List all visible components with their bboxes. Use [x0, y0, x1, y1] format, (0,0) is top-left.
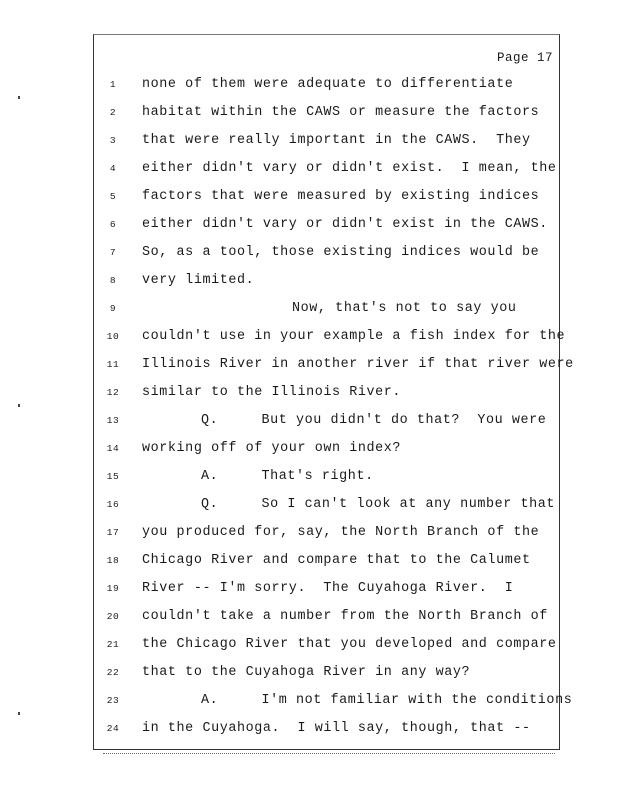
transcript-line [94, 407, 559, 435]
transcript-line [94, 239, 559, 267]
line-number: 15 [106, 471, 120, 482]
line-number: 22 [106, 667, 120, 678]
line-text: Now, that's not to say you [292, 301, 517, 316]
line-text: that were really important in the CAWS. They [142, 133, 531, 148]
transcript-line [94, 267, 559, 295]
line-number: 24 [106, 723, 120, 734]
binding-hole-mark-middle [18, 404, 20, 407]
line-number: 18 [106, 555, 120, 566]
transcript-line [94, 435, 559, 463]
transcript-line [94, 715, 559, 743]
line-text: couldn't take a number from the North Branch of [142, 609, 548, 624]
line-text: in the Cuyahoga. I will say, though, that -- [142, 721, 531, 736]
line-number: 1 [109, 79, 117, 90]
line-text: the Chicago River that you developed and compare [142, 637, 557, 652]
transcript-line [94, 491, 559, 519]
line-number: 3 [109, 135, 117, 146]
page-number: Page 17 [496, 51, 553, 65]
line-number: 11 [106, 359, 120, 370]
transcript-body [94, 71, 574, 743]
transcript-line [94, 351, 574, 379]
line-number: 12 [106, 387, 120, 398]
transcript-line [94, 603, 559, 631]
line-number: 6 [109, 219, 117, 230]
line-number: 2 [109, 107, 117, 118]
transcript-line [94, 547, 559, 575]
line-number: 19 [106, 583, 120, 594]
line-number: 13 [106, 415, 120, 426]
line-number: 20 [106, 611, 120, 622]
line-text: factors that were measured by existing indices [142, 189, 540, 204]
line-text: that to the Cuyahoga River in any way? [142, 665, 471, 680]
line-text: Q. So I can't look at any number that [201, 497, 556, 512]
transcript-line [94, 127, 559, 155]
line-text: you produced for, say, the North Branch of the [142, 525, 540, 540]
transcript-line [94, 463, 559, 491]
transcript-line [94, 575, 559, 603]
line-text: couldn't use in your example a fish index for the [142, 329, 566, 344]
line-text: either didn't vary or didn't exist in the CAWS. [142, 217, 548, 232]
line-number: 16 [106, 499, 120, 510]
transcript-line [94, 519, 559, 547]
line-number: 7 [109, 247, 117, 258]
line-text: A. I'm not familiar with the conditions [201, 693, 573, 708]
line-number: 21 [106, 639, 120, 650]
transcript-line [94, 323, 566, 351]
line-text: very limited. [142, 273, 255, 288]
transcript-line [94, 183, 559, 211]
transcript-line [94, 71, 559, 99]
transcript-line [94, 659, 559, 687]
transcript-line [94, 687, 573, 715]
binding-hole-mark-bottom [18, 712, 20, 715]
line-number: 4 [109, 163, 117, 174]
line-text: habitat within the CAWS or measure the factors [142, 105, 540, 120]
line-number: 23 [106, 695, 120, 706]
transcript-page [93, 34, 574, 750]
transcript-line [94, 99, 559, 127]
line-text: Illinois River in another river if that river were [142, 357, 574, 372]
line-text: So, as a tool, those existing indices would be [142, 245, 540, 260]
line-text: Chicago River and compare that to the Calumet [142, 553, 531, 568]
transcript-line [94, 211, 559, 239]
line-text: either didn't vary or didn't exist. I mean, the [142, 161, 557, 176]
transcript-line [94, 631, 559, 659]
binding-hole-mark-top [18, 96, 20, 99]
line-text: working off of your own index? [142, 441, 402, 456]
transcript-line [94, 295, 559, 323]
line-text: River -- I'm sorry. The Cuyahoga River. I [142, 581, 514, 596]
line-number: 14 [106, 443, 120, 454]
transcript-line [94, 155, 559, 183]
line-text: Q. But you didn't do that? You were [201, 413, 547, 428]
line-number: 9 [109, 303, 117, 314]
line-text: similar to the Illinois River. [142, 385, 402, 400]
transcript-line [94, 379, 559, 407]
line-number: 10 [106, 331, 120, 342]
line-text: A. That's right. [201, 469, 374, 484]
line-text: none of them were adequate to differentiate [142, 77, 514, 92]
line-number: 8 [109, 275, 117, 286]
line-number: 17 [106, 527, 120, 538]
page-bottom-rule [103, 753, 555, 755]
line-number: 5 [109, 191, 117, 202]
